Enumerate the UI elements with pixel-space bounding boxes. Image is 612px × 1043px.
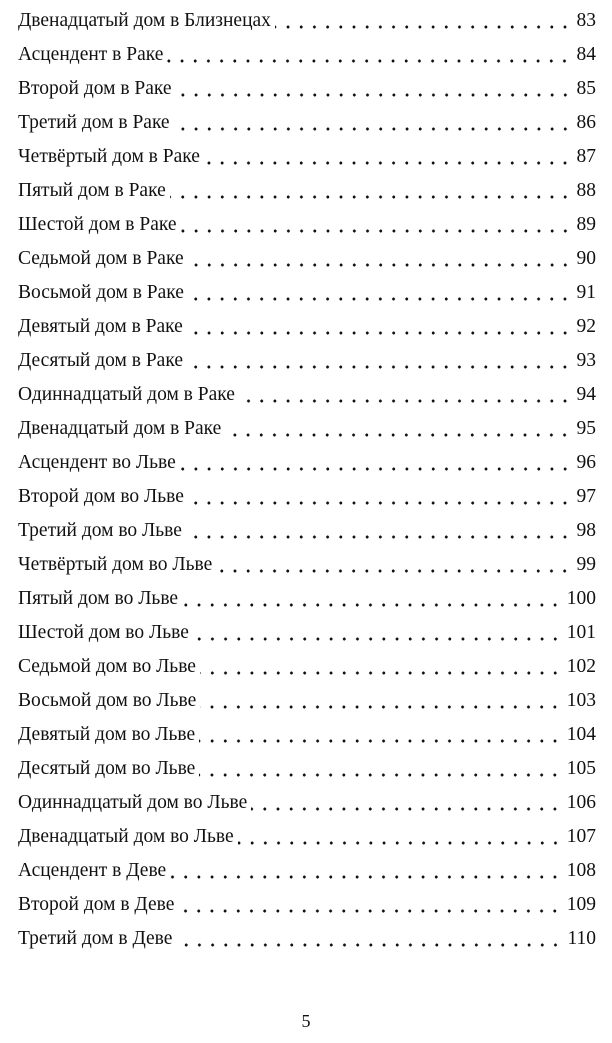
toc-entry-page: 109	[566, 894, 596, 916]
dot-leader	[176, 93, 572, 97]
toc-entry-title: Двенадцатый дом в Близнецах	[18, 10, 271, 32]
toc-entry-title: Двенадцатый дом в Раке	[18, 418, 222, 440]
toc-entry-page: 90	[576, 248, 596, 270]
toc-entry	[18, 820, 596, 854]
dot-leader	[216, 569, 571, 573]
toc-entry-title: Асцендент в Деве	[18, 860, 167, 882]
toc-entry-title: Десятый дом во Льве	[18, 758, 196, 780]
dot-leader	[188, 263, 572, 267]
toc-entry	[18, 684, 596, 718]
toc-entry-page: 87	[576, 146, 596, 168]
dot-leader	[176, 943, 562, 947]
toc-entry-title: Четвёртый дом во Льве	[18, 554, 213, 576]
toc-entry-page: 91	[576, 282, 596, 304]
toc-entry	[18, 786, 596, 820]
dot-leader	[186, 535, 572, 539]
toc-entry-title: Третий дом в Раке	[18, 112, 170, 134]
toc-entry	[18, 208, 596, 242]
dot-leader	[178, 909, 561, 913]
dot-leader	[188, 297, 572, 301]
dot-leader	[251, 807, 562, 811]
table-of-contents	[18, 4, 596, 956]
toc-entry-page: 104	[566, 724, 596, 746]
toc-entry	[18, 106, 596, 140]
toc-entry	[18, 650, 596, 684]
toc-entry	[18, 378, 596, 412]
dot-leader	[182, 603, 562, 607]
toc-entry-title: Второй дом в Раке	[18, 78, 172, 100]
toc-entry	[18, 514, 596, 548]
dot-leader	[174, 127, 572, 131]
toc-entry	[18, 480, 596, 514]
toc-entry	[18, 72, 596, 106]
toc-entry	[18, 548, 596, 582]
toc-entry	[18, 38, 596, 72]
toc-entry-page: 106	[566, 792, 596, 814]
toc-entry-title: Десятый дом в Раке	[18, 350, 183, 372]
dot-leader	[181, 229, 572, 233]
toc-entry-page: 86	[576, 112, 596, 134]
dot-leader	[199, 739, 562, 743]
dot-leader	[238, 841, 562, 845]
toc-entry	[18, 752, 596, 786]
toc-entry-page: 100	[566, 588, 596, 610]
toc-entry-page: 84	[576, 44, 596, 66]
toc-entry-page: 103	[566, 690, 596, 712]
toc-entry-page: 92	[576, 316, 596, 338]
toc-entry-title: Одиннадцатый дом в Раке	[18, 384, 235, 406]
toc-entry-title: Шестой дом во Льве	[18, 622, 189, 644]
toc-entry-page: 105	[566, 758, 596, 780]
toc-entry-title: Девятый дом во Льве	[18, 724, 196, 746]
toc-entry-title: Седьмой дом в Раке	[18, 248, 184, 270]
toc-entry-title: Пятый дом во Льве	[18, 588, 179, 610]
toc-entry-page: 88	[576, 180, 596, 202]
toc-entry-page: 102	[566, 656, 596, 678]
toc-entry-page: 110	[567, 928, 596, 950]
toc-entry	[18, 140, 596, 174]
toc-entry	[18, 922, 596, 956]
toc-entry-page: 101	[566, 622, 596, 644]
dot-leader	[193, 637, 562, 641]
toc-entry	[18, 242, 596, 276]
toc-entry	[18, 718, 596, 752]
toc-entry-title: Седьмой дом во Льве	[18, 656, 196, 678]
toc-entry-page: 89	[576, 214, 596, 236]
toc-entry-page: 97	[576, 486, 596, 508]
toc-entry-title: Девятый дом в Раке	[18, 316, 183, 338]
dot-leader	[200, 705, 561, 709]
dot-leader	[275, 25, 572, 29]
toc-entry-page: 85	[576, 78, 596, 100]
toc-entry-page: 96	[576, 452, 596, 474]
toc-entry-title: Четвёртый дом в Раке	[18, 146, 200, 168]
toc-entry-title: Пятый дом в Раке	[18, 180, 166, 202]
toc-entry	[18, 854, 596, 888]
toc-entry	[18, 344, 596, 378]
toc-entry-title: Третий дом в Деве	[18, 928, 173, 950]
page-number: 5	[301, 1011, 311, 1031]
dot-leader	[170, 875, 562, 879]
toc-entry	[18, 582, 596, 616]
dot-leader	[204, 161, 572, 165]
toc-entry	[18, 616, 596, 650]
toc-entry	[18, 446, 596, 480]
toc-entry-title: Двенадцатый дом во Льве	[18, 826, 234, 848]
toc-entry	[18, 276, 596, 310]
dot-leader	[239, 399, 572, 403]
toc-entry-title: Одиннадцатый дом во Льве	[18, 792, 248, 814]
toc-entry-title: Восьмой дом в Раке	[18, 282, 184, 304]
dot-leader	[199, 773, 561, 777]
dot-leader	[167, 59, 571, 63]
toc-entry-page: 107	[566, 826, 596, 848]
toc-entry-page: 93	[576, 350, 596, 372]
toc-entry-page: 98	[576, 520, 596, 542]
toc-entry	[18, 174, 596, 208]
toc-entry-page: 94	[576, 384, 596, 406]
toc-entry-title: Второй дом в Деве	[18, 894, 175, 916]
dot-leader	[188, 501, 572, 505]
toc-entry-title: Второй дом во Льве	[18, 486, 184, 508]
toc-entry-title: Асцендент в Раке	[18, 44, 164, 66]
toc-entry-title: Шестой дом в Раке	[18, 214, 177, 236]
toc-entry-title: Асцендент во Льве	[18, 452, 176, 474]
toc-entry	[18, 412, 596, 446]
toc-entry-page: 83	[576, 10, 596, 32]
dot-leader	[170, 195, 572, 199]
toc-entry	[18, 4, 596, 38]
dot-leader	[225, 433, 571, 437]
dot-leader	[200, 671, 562, 675]
toc-entry-page: 99	[576, 554, 596, 576]
toc-entry-page: 95	[576, 418, 596, 440]
toc-entry	[18, 888, 596, 922]
dot-leader	[180, 467, 572, 471]
toc-entry	[18, 310, 596, 344]
dot-leader	[187, 331, 572, 335]
dot-leader	[187, 365, 572, 369]
toc-entry-page: 108	[566, 860, 596, 882]
toc-entry-title: Восьмой дом во Льве	[18, 690, 197, 712]
toc-entry-title: Третий дом во Льве	[18, 520, 182, 542]
